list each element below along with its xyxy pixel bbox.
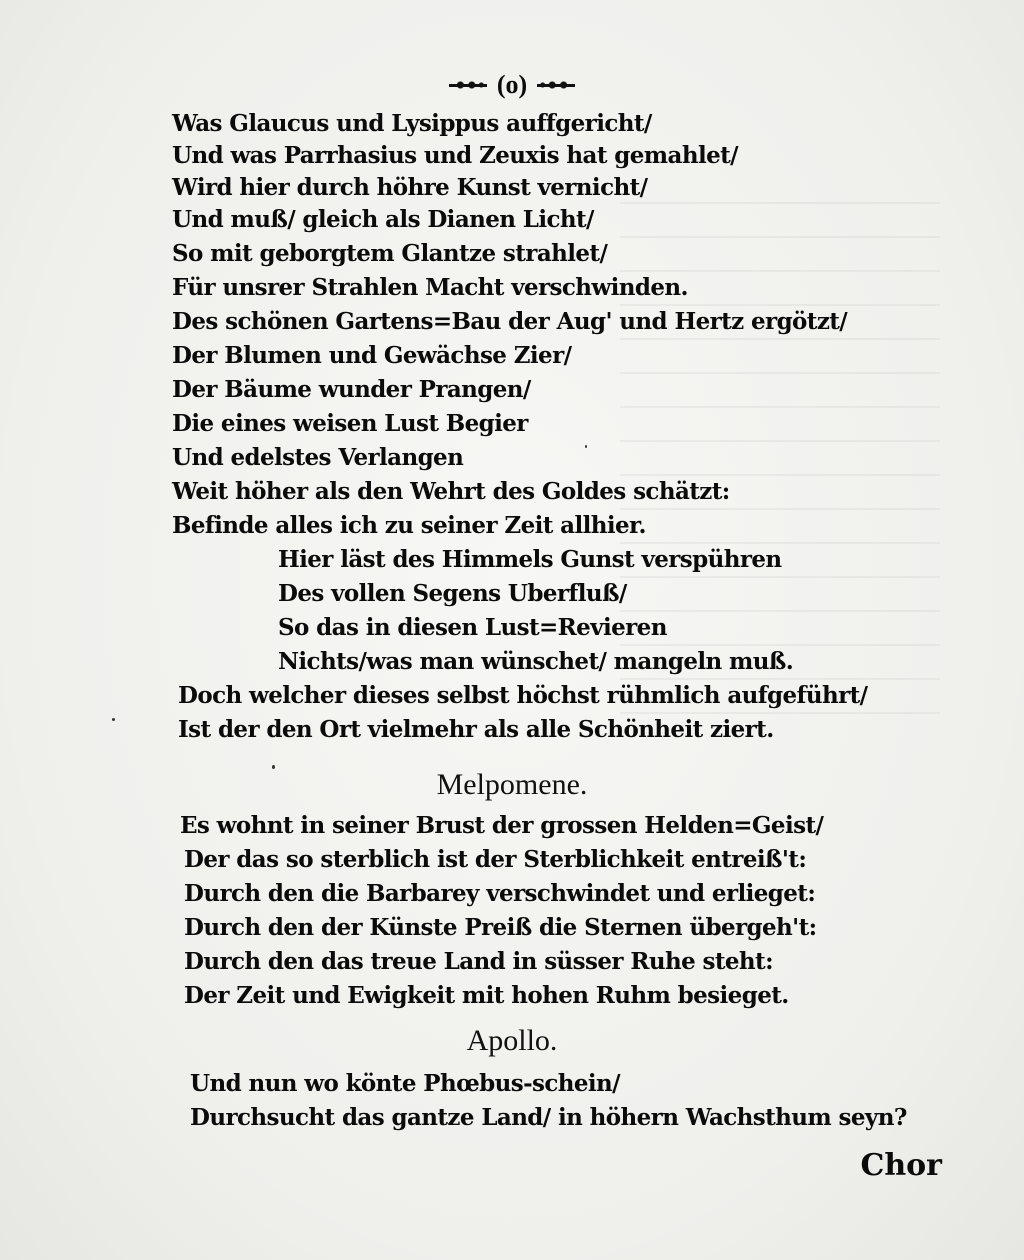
ink-speck [112, 718, 115, 721]
catchword: Chor [860, 1148, 942, 1183]
verse-line: Für unsrer Strahlen Macht verschwinden. [172, 274, 688, 301]
verse-line: Und was Parrhasius und Zeuxis hat gemahlet/ [172, 142, 738, 169]
verse-line: Wird hier durch höhre Kunst vernicht/ [172, 174, 648, 201]
verse-line: Durch den das treue Land in süsser Ruhe steht: [184, 948, 773, 975]
verse-line: So mit geborgtem Glantze strahlet/ [172, 240, 608, 267]
verse-line: Durch den die Barbarey verschwindet und erlieget: [184, 880, 816, 907]
speaker-heading-apollo: Apollo. [466, 1024, 558, 1057]
verse-line: Und muß/ gleich als Dianen Licht/ [172, 206, 594, 233]
ink-speck [272, 765, 275, 769]
verse-line: Der das so sterblich ist der Sterblichkeit entreiß't: [184, 846, 807, 873]
verse-line-indented: Nichts/was man wünschet/ mangeln muß. [278, 648, 794, 675]
verse-line: Durchsucht das gantze Land/ in höhern Wachsthum seyn? [190, 1104, 907, 1131]
verse-line: Weit höher als den Wehrt des Goldes schätzt: [172, 478, 730, 505]
verse-line: Ist der den Ort vielmehr als alle Schönheit ziert. [178, 716, 774, 743]
verse-line: Des schönen Gartens=Bau der Aug' und Hertz ergötzt/ [172, 308, 848, 335]
verse-line-indented: Hier läst des Himmels Gunst verspühren [278, 546, 782, 573]
verse-line: Es wohnt in seiner Brust der grossen Helden=Geist/ [180, 812, 824, 839]
page-header [0, 70, 1024, 100]
verse-line: Befinde alles ich zu seiner Zeit allhier. [172, 512, 646, 539]
verse-line: Was Glaucus und Lysippus auffgericht/ [172, 110, 652, 137]
verse-line-indented: Des vollen Segens Uberfluß/ [278, 580, 627, 607]
verse-line: Die eines weisen Lust Begier [172, 410, 528, 437]
right-ornament-icon [537, 78, 575, 92]
speaker-heading-melpomene: Melpomene. [436, 768, 588, 801]
verse-line: Der Bäume wunder Prangen/ [172, 376, 531, 403]
verse-line: Der Zeit und Ewigkeit mit hohen Ruhm besieget. [184, 982, 789, 1009]
verse-line: Und edelstes Verlangen [172, 444, 464, 471]
page-number: (o) [496, 70, 528, 99]
verse-line-indented: So das in diesen Lust=Revieren [278, 614, 667, 641]
verse-line: Doch welcher dieses selbst höchst rühmlich aufgeführt/ [178, 682, 868, 709]
verse-line: Durch den der Künste Preiß die Sternen übergeh't: [184, 914, 817, 941]
verse-line: Und nun wo könte Phœbus-schein/ [190, 1070, 620, 1097]
left-ornament-icon [449, 78, 487, 92]
verse-line: Der Blumen und Gewächse Zier/ [172, 342, 572, 369]
ink-speck [585, 445, 587, 448]
